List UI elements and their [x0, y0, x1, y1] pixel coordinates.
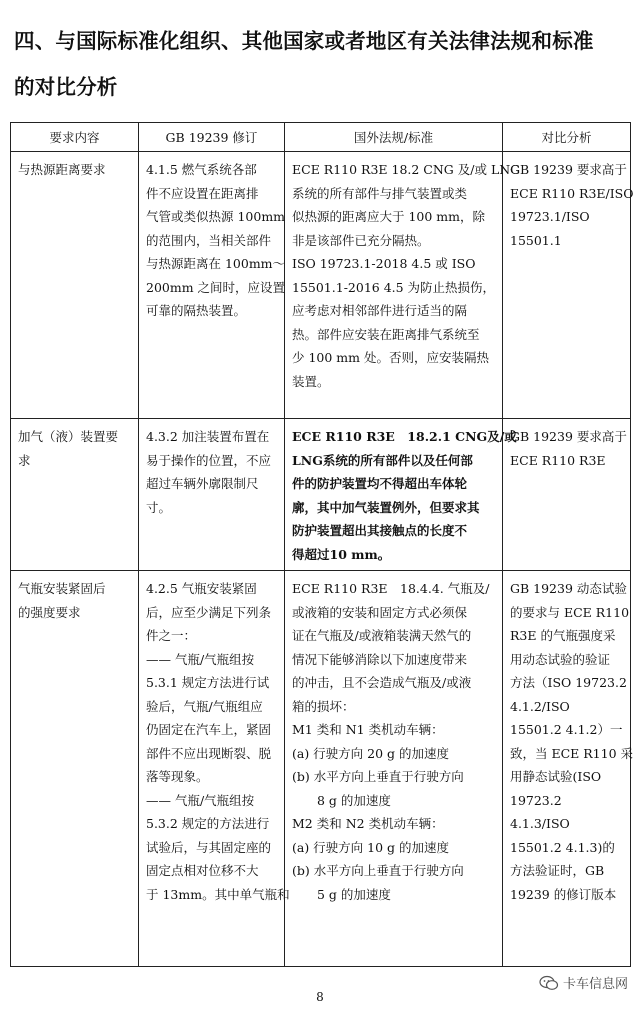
cell-line: 气管或类似热源 100mm	[146, 209, 286, 224]
watermark-text: 卡车信息网	[562, 977, 628, 992]
cell-analysis	[503, 152, 634, 419]
cell-line: 得超过10 mm。	[292, 546, 391, 562]
cell-line: 应考虑对相邻部件进行适当的隔	[292, 303, 468, 318]
cell-line: 求	[18, 452, 31, 468]
cell-line: 固定点相对位移不大	[146, 863, 259, 878]
cell-line: 19723.2	[510, 792, 562, 808]
cell-line: LNG系统的所有部件以及任何部	[292, 452, 473, 468]
cell-line: 用静态试验(ISO	[510, 769, 602, 784]
table-row	[11, 419, 631, 571]
cell-line: 4.1.2/ISO	[510, 698, 570, 714]
cell-line: (b) 水平方向上垂直于行驶方向	[292, 863, 464, 878]
cell-line: 系统的所有部件与排气装置或类	[292, 185, 468, 201]
cell-line: ECE R110 R3E 18.4.4. 气瓶及/	[292, 581, 490, 596]
cell-line: 15501.2 4.1.3)的	[510, 839, 615, 855]
cell-line: 15501.1	[510, 232, 562, 248]
heading-line-1: 四、与国际标准化组织、其他国家或者地区有关法律法规和标准	[14, 29, 594, 53]
cell-line: R3E 的气瓶强度采	[510, 628, 616, 643]
cell-line: 超过车辆外廓限制尺	[146, 476, 259, 491]
cell-line: 与热源距离在 100mm～	[146, 256, 286, 271]
cell-line: 19723.1/ISO	[510, 209, 590, 224]
cell-analysis	[503, 419, 631, 571]
cell-line: 5 g 的加速度	[292, 886, 391, 902]
cell-line: 15501.2 4.1.2）一	[510, 722, 623, 737]
cell-line: 可靠的隔热装置。	[146, 303, 247, 318]
cell-line: 5.3.1 规定方法进行试	[146, 675, 270, 690]
cell-line: 非是该部件已充分隔热。	[292, 232, 430, 248]
table-row	[11, 571, 631, 967]
cell-line: 用动态试验的验证	[510, 651, 611, 667]
cell-line: ECE R110 R3E/ISO	[510, 185, 634, 201]
cell-line: 的冲击，且不会造成气瓶及/或液	[292, 675, 472, 690]
cell-line: ECE R110 R3E 18.2.1 CNG及/或	[292, 429, 517, 444]
cell-line: 8 g 的加速度	[292, 792, 391, 808]
column-header: 对比分析	[503, 123, 631, 152]
wechat-icon	[539, 975, 559, 991]
cell-line: ECE R110 R3E 18.2 CNG 及/或 LNG	[292, 162, 521, 177]
cell-line: 方法验证时，GB	[510, 863, 605, 878]
cell-line: 箱的损坏：	[292, 698, 355, 714]
cell-line: M1 类和 N1 类机动车辆：	[292, 722, 444, 737]
cell-line: 少 100 mm 处。否则，应安装隔热	[292, 350, 489, 365]
comparison-table	[10, 122, 634, 967]
cell-line: 件的防护装置均不得超出车体轮	[292, 476, 468, 491]
cell-line: 仍固定在汽车上，紧固	[146, 722, 272, 737]
cell-line: 试验后，与其固定座的	[146, 839, 272, 855]
cell-line: 加气（液）装置要	[18, 429, 119, 444]
cell-gb	[139, 571, 290, 967]
cell-requirement	[11, 419, 139, 571]
cell-line: 于 13mm。其中单气瓶和	[146, 886, 290, 902]
cell-line: GB 19239 动态试验	[510, 581, 627, 596]
cell-line: 廓，其中加气装置例外，但要求其	[292, 499, 480, 515]
cell-line: 落等现象。	[146, 769, 209, 784]
cell-line: 验后，气瓶/气瓶组应	[146, 698, 263, 714]
cell-line: 气瓶安装紧固后	[18, 581, 106, 596]
cell-analysis	[503, 571, 634, 967]
cell-line: 后，应至少满足下列条	[146, 604, 272, 620]
cell-line: ECE R110 R3E	[510, 452, 606, 468]
column-header: GB 19239 修订	[139, 123, 285, 152]
cell-line: 的强度要求	[18, 604, 81, 620]
cell-line: GB 19239 要求高于	[510, 429, 627, 444]
page-number: 8	[316, 990, 324, 1004]
cell-line: 或液箱的安装和固定方式必须保	[292, 604, 468, 620]
cell-line: 件不应设置在距离排	[146, 185, 259, 201]
cell-line: 情况下能够消除以下加速度带来	[292, 651, 468, 667]
table-header-row	[11, 123, 631, 152]
section-heading	[14, 18, 626, 110]
cell-line: 致，当 ECE R110 采	[510, 745, 634, 761]
cell-line: M2 类和 N2 类机动车辆：	[292, 816, 444, 831]
cell-line: 200mm 之间时，应设置	[146, 279, 286, 295]
column-header: 要求内容	[11, 123, 139, 152]
cell-foreign	[285, 152, 521, 419]
cell-line: 寸。	[146, 499, 172, 515]
cell-line: 方法（ISO 19723.2	[510, 675, 627, 690]
cell-line: 4.1.5 燃气系统各部	[146, 162, 257, 177]
cell-foreign	[285, 419, 517, 571]
cell-line: 15501.1-2016 4.5 为防止热损伤，	[292, 279, 496, 295]
cell-line: 部件不应出现断裂、脱	[146, 745, 272, 761]
cell-line: 5.3.2 规定的方法进行	[146, 816, 270, 831]
cell-line: 似热源的距离应大于 100 mm，除	[292, 209, 486, 224]
cell-foreign	[285, 571, 503, 967]
cell-requirement	[11, 571, 139, 967]
column-header: 国外法规/标准	[285, 123, 503, 152]
cell-line: —— 气瓶/气瓶组按	[146, 651, 255, 667]
cell-line: 4.2.5 气瓶安装紧固	[146, 581, 257, 596]
cell-line: 易于操作的位置，不应	[146, 452, 272, 468]
cell-line: 的范围内，当相关部件	[146, 232, 272, 248]
cell-line: 件之一：	[146, 628, 197, 643]
cell-line: 证在气瓶及/或液箱装满天然气的	[292, 628, 472, 643]
cell-line: (a) 行驶方向 20 g 的加速度	[292, 745, 450, 761]
table-row	[11, 152, 631, 419]
cell-line: 与热源距离要求	[18, 162, 106, 177]
cell-line: 的要求与 ECE R110	[510, 604, 630, 620]
cell-line: 4.3.2 加注装置布置在	[146, 429, 270, 444]
watermark	[539, 973, 628, 992]
cell-requirement	[11, 152, 139, 419]
cell-line: 装置。	[292, 373, 330, 389]
cell-gb	[139, 152, 285, 419]
cell-line: 热。部件应安装在距离排气系统至	[292, 326, 480, 342]
cell-line: (b) 水平方向上垂直于行驶方向	[292, 769, 464, 784]
cell-line: 4.1.3/ISO	[510, 816, 570, 831]
cell-gb	[139, 419, 285, 571]
cell-line: (a) 行驶方向 10 g 的加速度	[292, 839, 450, 855]
cell-line: 防护装置超出其接触点的长度不	[292, 523, 468, 538]
cell-line: —— 气瓶/气瓶组按	[146, 792, 255, 808]
cell-line: GB 19239 要求高于	[510, 162, 627, 177]
cell-line: 19239 的修订版本	[510, 886, 617, 902]
heading-line-2: 的对比分析	[14, 75, 118, 99]
cell-line: ISO 19723.1-2018 4.5 或 ISO	[292, 256, 476, 271]
